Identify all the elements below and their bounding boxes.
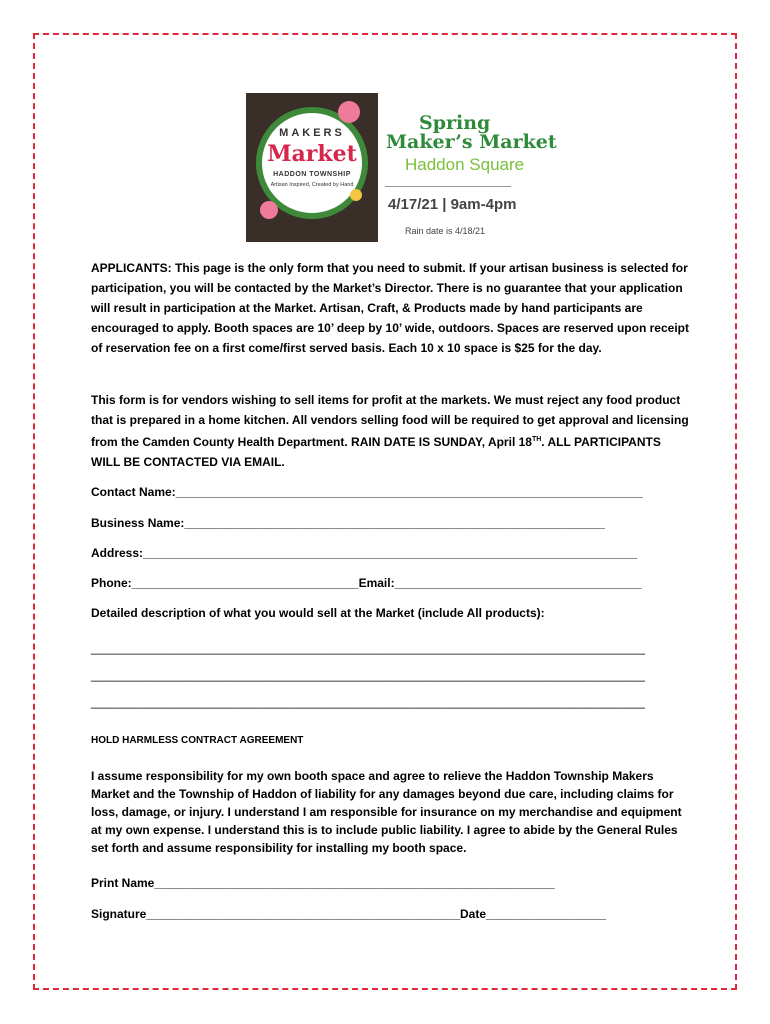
- agreement-heading: HOLD HARMLESS CONTRACT AGREEMENT: [91, 735, 304, 746]
- event-rain-date: Rain date is 4/18/21: [405, 226, 486, 236]
- agreement-text: I assume responsibility for my own booth space and agree to relieve the Haddon Township Makers Market and the Township of Haddon of liability for any damages beyond due care, including claims for loss, damage, or injury. I understand I am responsible for insurance on my merchandise and equipment at my own expense. I understand this is to include public liability. I agree to abide by the General Rules set forth and assume responsibility for installing my booth space.: [91, 769, 682, 855]
- flower-icon: [260, 201, 278, 219]
- description-line-1[interactable]: ___________________________________________________________________________________: [91, 641, 645, 655]
- applicants-paragraph: APPLICANTS: This page is the only form that you need to submit. If your artisan business is selected for participation, you will be contacted by the Market’s Director. There is no guarantee that your application will result in participation at the Market. Artisan, Craft, & Products made by hand participants are encouraged to apply. Booth spaces are 10’ deep by 10’ wide, outdoors. Spaces are reserved upon receipt of reservation fee on a first come/first served basis. Each 10 x 10 space is $25 for the day.: [91, 261, 689, 355]
- event-title-line2: Maker’s Market: [386, 131, 557, 153]
- contact-name-field[interactable]: Contact Name:______________________________________________________________________: [91, 485, 643, 499]
- description-label: Detailed description of what you would sell at the Market (include All products):: [91, 606, 545, 620]
- signature-date-field[interactable]: Signature_______________________________________________Date__________________: [91, 907, 607, 921]
- event-location: Haddon Square: [405, 155, 525, 174]
- logo-market-text: Market: [267, 141, 357, 167]
- business-name-field[interactable]: Business Name:_______________________________________________________________: [91, 516, 605, 530]
- phone-email-field[interactable]: Phone:__________________________________Email:_____________________________________: [91, 576, 642, 590]
- description-line-3[interactable]: ___________________________________________________________________________________: [91, 695, 645, 709]
- vendors-paragraph-end: . ALL PARTICIPANTS WILL BE CONTACTED VIA EMAIL.: [91, 435, 661, 469]
- vendors-paragraph: [91, 390, 691, 472]
- print-name-field[interactable]: Print Name____________________________________________________________: [91, 876, 555, 890]
- flower-icon: [338, 101, 360, 123]
- makers-market-logo: [246, 93, 378, 242]
- vendors-paragraph-text: This form is for vendors wishing to sell items for profit at the markets. We must reject any food product that is prepared in a home kitchen. All vendors selling food will be required to get approval and licensing from the Camden County Health Department. RAIN DATE IS SUNDAY, April 18: [91, 393, 689, 449]
- event-title-line1: Spring: [419, 112, 491, 134]
- superscript-th: TH: [531, 436, 542, 443]
- divider: [385, 186, 511, 187]
- logo-tagline: Artisan Inspired, Created by Hand: [270, 182, 354, 188]
- address-field[interactable]: Address:__________________________________________________________________________: [91, 546, 637, 560]
- flower-icon: [350, 189, 362, 201]
- event-date-time: 4/17/21 | 9am-4pm: [388, 196, 517, 213]
- logo-makers-text: MAKERS: [279, 127, 345, 139]
- description-line-2[interactable]: ___________________________________________________________________________________: [91, 668, 645, 682]
- logo-township-text: HADDON TOWNSHIP: [273, 171, 351, 178]
